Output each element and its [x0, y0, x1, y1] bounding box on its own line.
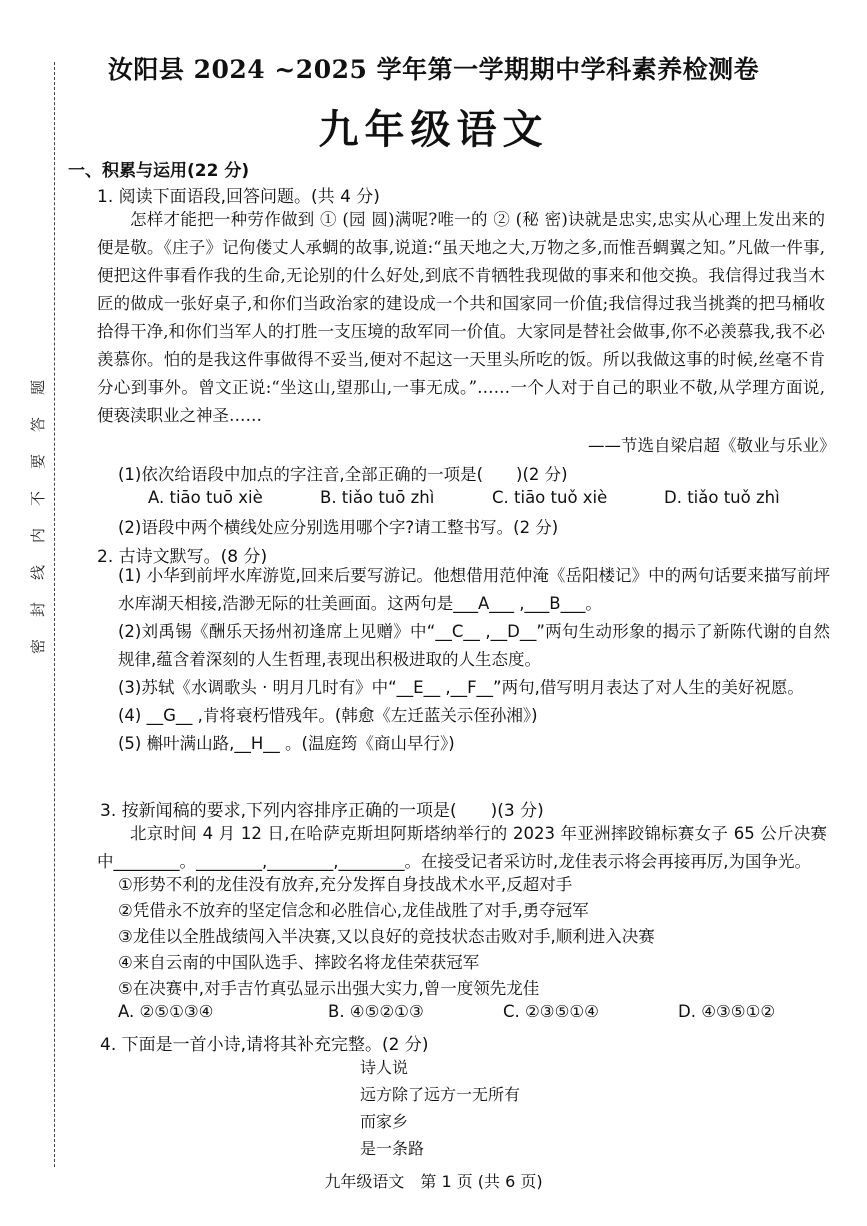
option-b: B. tiǎo tuō zhì — [320, 488, 435, 507]
exam-title: 汝阳县 2024 ~2025 学年第一学期期中学科素养检测卷 — [107, 55, 760, 84]
q2-item-1: (1) 小华到前坪水库游览,回来后要写游记。他想借用范仲淹《岳阳楼记》中的两句话要来描写前坪水库湖天相接,浩渺无际的壮美画面。这两句是___A___ ,___B___。 — [118, 566, 830, 613]
seal-char: 题 — [29, 379, 48, 396]
option-d: D. ④③⑤①② — [678, 1002, 776, 1021]
q2-prompt: 2. 古诗文默写。(8 分) — [97, 547, 268, 567]
q2-item-4: (4) __G__ ,肯将衰朽惜残年。(韩愈《左迁蓝关示侄孙湘》) — [118, 706, 538, 725]
seal-char: 不 — [29, 490, 48, 507]
q3-options — [118, 1002, 828, 1021]
q3-passage-text: 北京时间 4 月 12 日,在哈萨克斯坦阿斯塔纳举行的 2023 年亚洲摔跤锦标赛女子 65 公斤决赛中________。________,________,________。在接受记者采访时,龙佳表示将会再接再厉,为国争光。 — [97, 824, 827, 871]
seal-char: 要 — [29, 453, 48, 470]
option-b: B. ④⑤②①③ — [328, 1002, 424, 1021]
poem-line: 远方除了远方一无所有 — [360, 1085, 521, 1104]
passage-text: 怎样才能把一种劳作做到 ① (园 圆)满呢?唯一的 ② (秘 密)诀就是忠实,忠实从心理上发出来的便是敬。《庄子》记佝偻丈人承蜩的故事,说道:“虽天地之大,万物之多,而惟吾蜩翼之知。”凡做一件事,便把这件事看作我的生命,无论别的什么好处,到底不肯牺牲我现做的事来和他交换。我信得过我当木匠的做成一张好桌子,和你们当政治家的建设成一个共和国家同一价值;我信得过我当挑粪的把马桶收拾得干净,和你们当军人的打胜一支压境的敌军同一价值。大家同是替社会做事,你不必羡慕我,我不必羡慕你。怕的是我这件事做得不妥当,便对不起这一天里头所吃的饭。所以我做这事的时候,丝毫不肯分心到事外。曾文正说:“坐这山,望那山,一事无成。”……一个人对于自己的职业不敬,从学理方面说,便亵渎职业之神圣…… — [97, 210, 825, 425]
seal-char: 线 — [29, 564, 48, 581]
seal-char: 封 — [29, 601, 48, 618]
q2-item-5: (5) 槲叶满山路,__H__ 。(温庭筠《商山早行》) — [118, 734, 455, 753]
page-footer: 九年级语文 第 1 页 (共 6 页) — [324, 1172, 543, 1191]
seal-char: 密 — [29, 638, 48, 655]
poem-line: 诗人说 — [360, 1058, 409, 1077]
q2-items — [118, 562, 830, 758]
q3-prompt: 3. 按新闻稿的要求,下列内容排序正确的一项是( )(3 分) — [100, 801, 544, 821]
option-d: D. tiǎo tuǒ zhì — [664, 488, 780, 507]
q1-prompt: 1. 阅读下面语段,回答问题。(共 4 分) — [97, 187, 380, 207]
poem-line: 而家乡 — [360, 1112, 409, 1131]
q2-item-3: (3)苏轼《水调歌头 · 明月几时有》中“__E__ ,__F__”两句,借写明月表达了对人生的美好祝愿。 — [118, 678, 804, 697]
q1-sub1: (1)依次给语段中加点的字注音,全部正确的一项是( )(2 分) — [118, 465, 568, 484]
seal-char: 答 — [29, 416, 48, 433]
q3-list-item: ②凭借永不放弃的坚定信念和必胜信心,龙佳战胜了对手,勇夺冠军 — [118, 901, 589, 920]
q3-list-item: ①形势不利的龙佳没有放弃,充分发挥自身技战术水平,反超对手 — [118, 875, 573, 894]
q3-passage — [97, 820, 827, 876]
seal-char: 内 — [29, 527, 48, 544]
section-heading: 一、积累与运用(22 分) — [68, 161, 250, 181]
exam-subject: 九年级语文 — [318, 106, 549, 153]
passage-source: ——节选自梁启超《敬业与乐业》 — [588, 436, 836, 455]
q1-sub2: (2)语段中两个横线处应分别选用哪个字?请工整书写。(2 分) — [118, 518, 559, 537]
q1-sub1-options — [148, 488, 836, 507]
binding-seal-text — [28, 380, 50, 676]
option-c: C. ②③⑤①④ — [503, 1002, 599, 1021]
q1-passage — [97, 206, 825, 430]
poem-line: 是一条路 — [360, 1139, 425, 1158]
q3-list — [118, 872, 830, 1002]
q4-prompt: 4. 下面是一首小诗,请将其补充完整。(2 分) — [100, 1035, 429, 1055]
q3-list-item: ③龙佳以全胜战绩闯入半决赛,又以良好的竞技状态击败对手,顺利进入决赛 — [118, 927, 655, 946]
q3-list-item: ⑤在决赛中,对手吉竹真弘显示出强大实力,曾一度领先龙佳 — [118, 979, 540, 998]
option-a: A. tiāo tuō xiè — [148, 488, 263, 507]
q4-poem — [360, 1054, 520, 1162]
q3-list-item: ④来自云南的中国队选手、摔跤名将龙佳荣获冠军 — [118, 953, 480, 972]
option-c: C. tiāo tuǒ xiè — [492, 488, 608, 507]
option-a: A. ②⑤①③④ — [118, 1002, 214, 1021]
q2-item-2: (2)刘禹锡《酬乐天扬州初逢席上见赠》中“__C__ ,__D__”两句生动形象的揭示了新陈代谢的自然规律,蕴含着深刻的人生哲理,表现出积极进取的人生态度。 — [118, 622, 830, 669]
